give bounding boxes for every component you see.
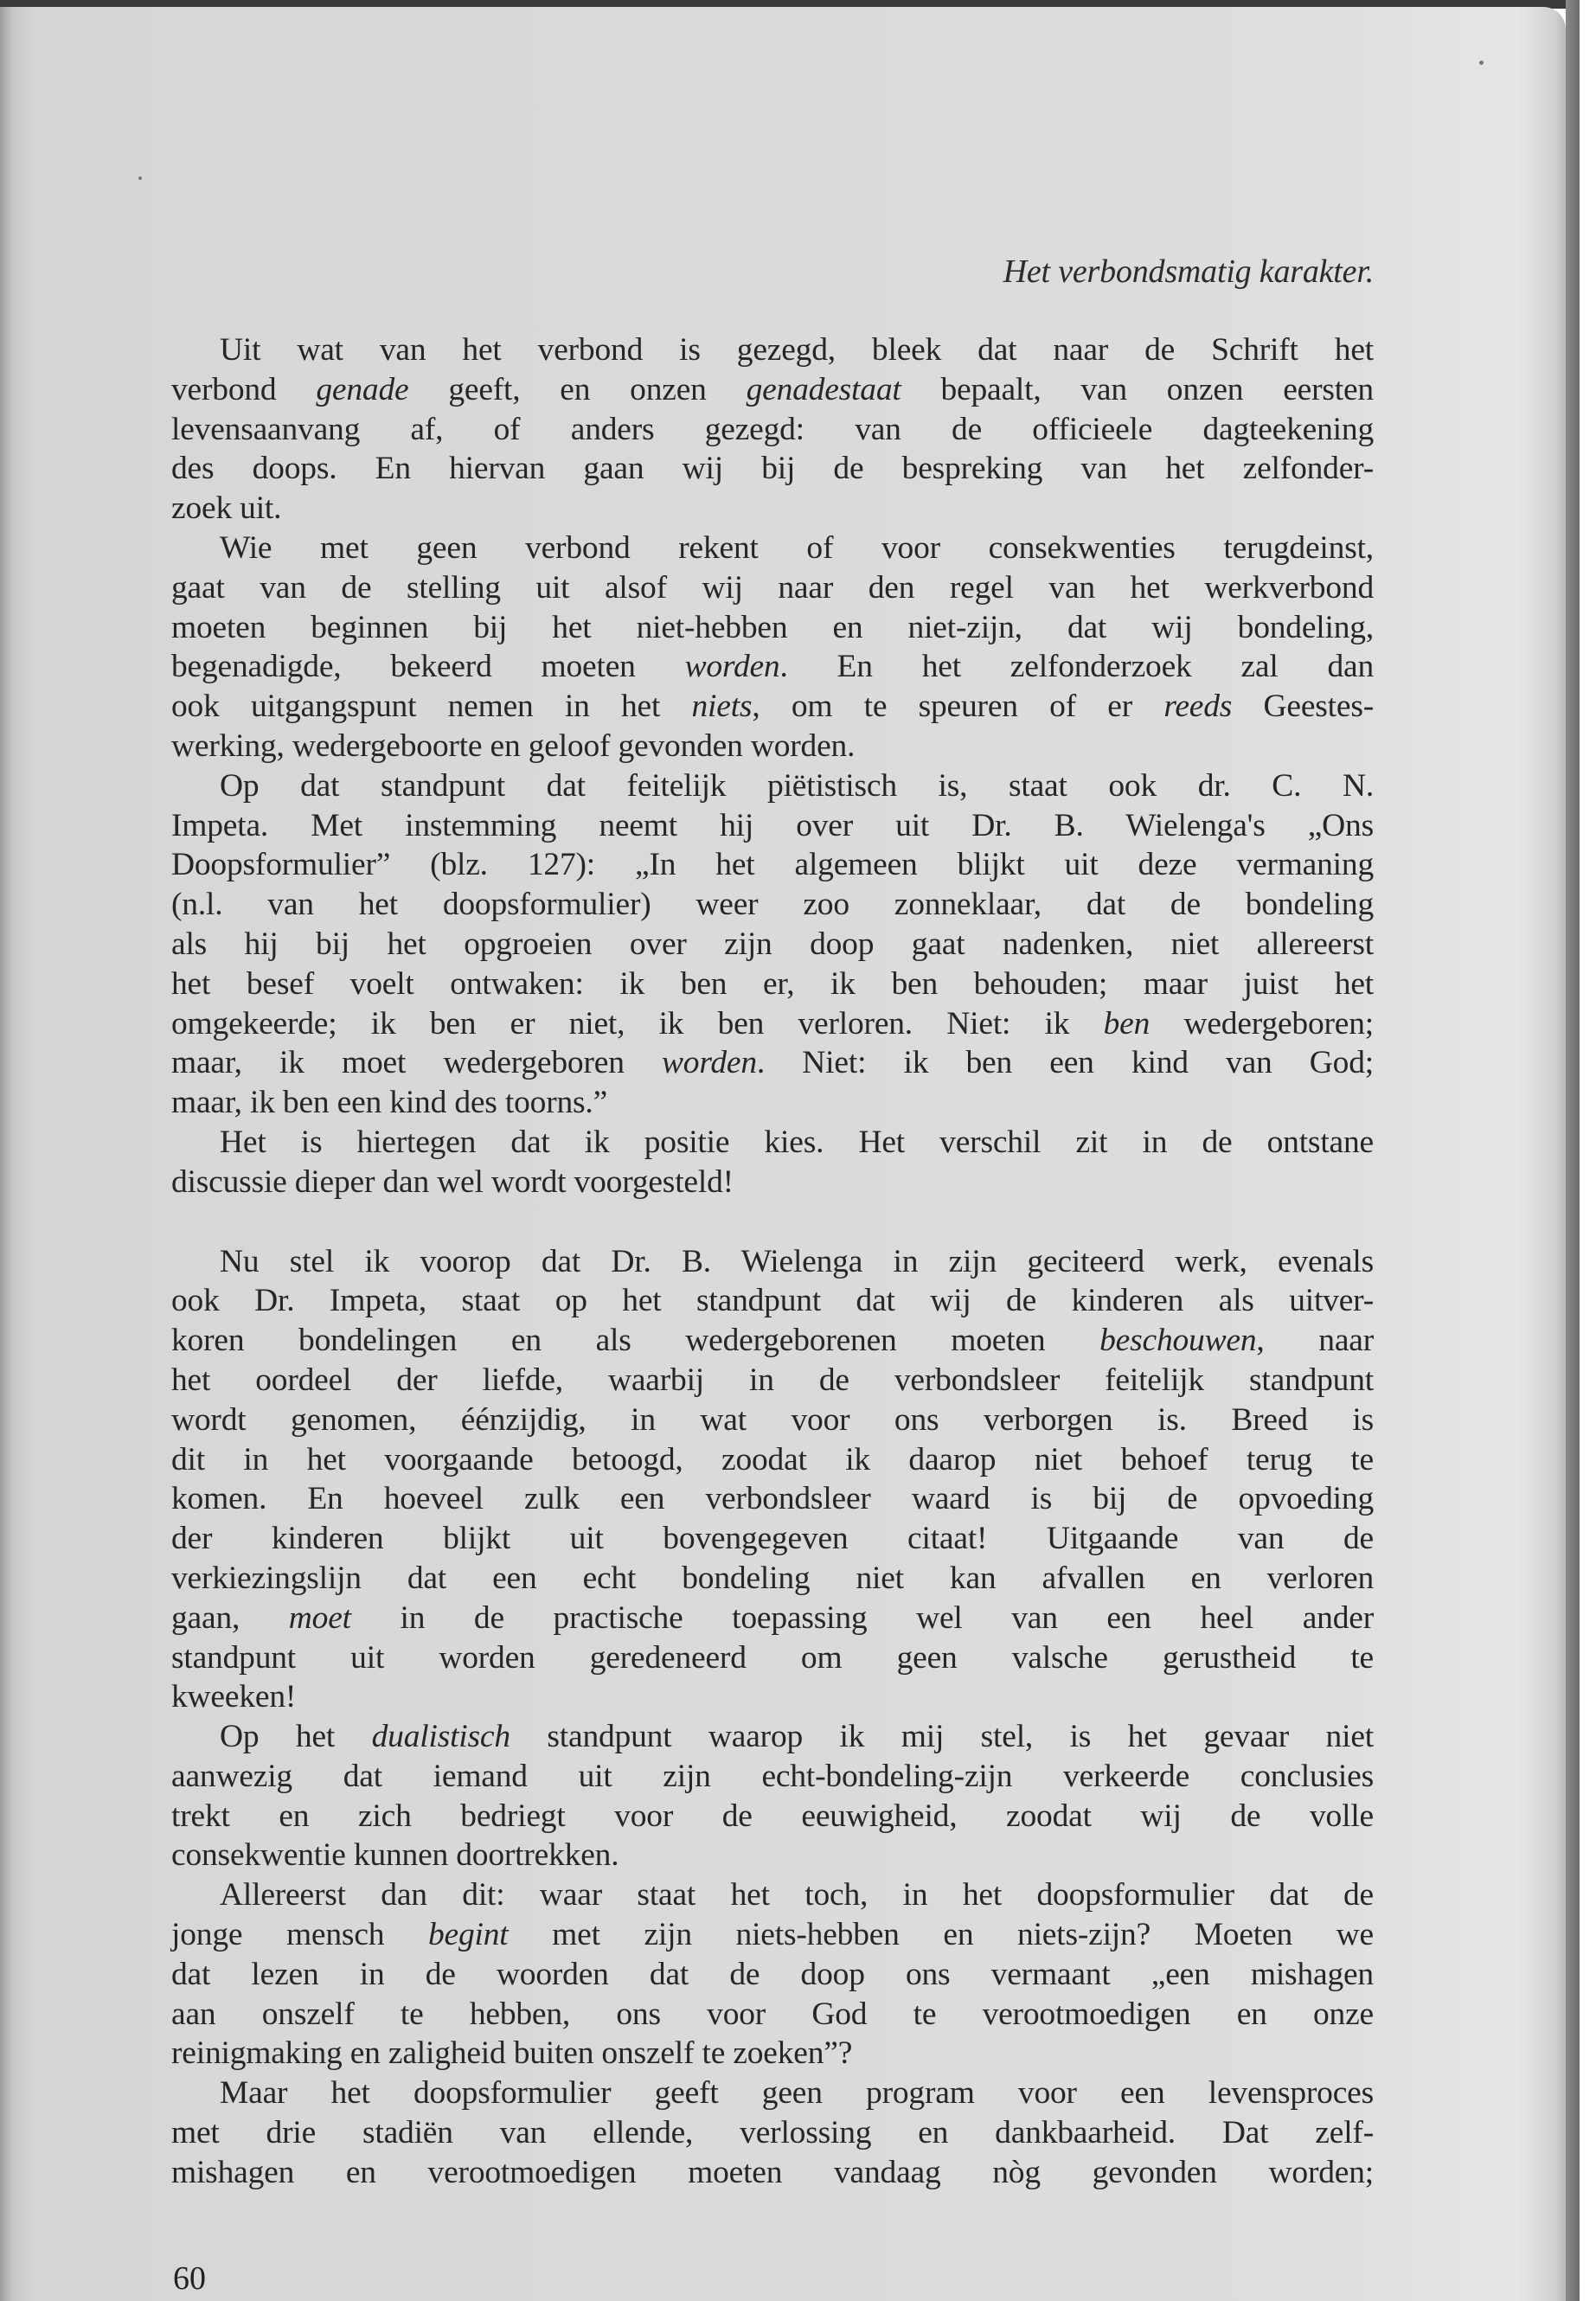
text-line <box>171 1361 1374 1400</box>
text-line <box>171 1875 1374 1915</box>
text-segment: Wie met geen verbond rekent of voor consekwenties terugdeinst, <box>220 529 1374 566</box>
book-spine-edge <box>1566 0 1580 2301</box>
text-segment: Maar het doopsformulier geeft geen program voor een levensproces <box>220 2075 1374 2112</box>
text-segment: aan onszelf te hebben, ons voor God te verootmoedigen en onze <box>171 1996 1374 2032</box>
text-line <box>171 766 1374 806</box>
italic-text: ben <box>1103 1005 1151 1042</box>
text-segment: , om te speuren of er <box>752 689 1164 725</box>
text-line <box>171 529 1374 568</box>
text-line <box>171 727 1374 766</box>
dust-speck <box>1479 61 1484 65</box>
page-number: 60 <box>173 2260 206 2297</box>
text-segment: maar, ik ben een kind des toorns.” <box>171 1085 608 1121</box>
text-line <box>171 1797 1374 1836</box>
text-line <box>171 1519 1374 1559</box>
italic-text: worden <box>684 649 780 685</box>
text-line <box>171 1717 1374 1757</box>
text-segment: Op dat standpunt dat feitelijk piëtistisch is, staat ook dr. C. N. <box>220 767 1374 804</box>
text-line <box>171 1599 1374 1638</box>
text-line <box>171 1163 1374 1202</box>
text-line <box>171 1638 1374 1678</box>
text-segment: Nu stel ik voorop dat Dr. B. Wielenga in zijn geciteerd werk, evenals <box>220 1243 1374 1279</box>
text-line <box>171 2073 1374 2113</box>
text-segment: in de practische toepassing wel van een heel ander <box>350 1599 1375 1636</box>
text-line <box>171 806 1374 846</box>
text-line <box>171 2153 1374 2193</box>
italic-text: genade <box>316 371 409 407</box>
text-segment: Op het <box>220 1719 372 1755</box>
text-segment: verkiezingslijn dat een echt bondeling niet kan afvallen en verloren <box>171 1560 1374 1596</box>
text-line <box>171 1400 1374 1440</box>
italic-text: beschouwen <box>1099 1323 1257 1359</box>
text-segment: werking, wedergeboorte en geloof gevonden worden. <box>171 727 856 764</box>
text-line <box>171 885 1374 925</box>
text-line <box>171 1757 1374 1797</box>
text-segment: verbond <box>171 371 317 407</box>
text-segment: Het is hiertegen dat ik positie kies. Het verschil zit in de ontstane <box>220 1124 1374 1160</box>
text-segment: met zijn niets-hebben en niets-zijn? Moeten we <box>508 1917 1374 1953</box>
text-segment: gaan, <box>171 1599 289 1636</box>
text-segment: dit in het voorgaande betoogd, zoodat ik daarop niet behoef terug te <box>171 1441 1374 1477</box>
italic-text: genadestaat <box>746 371 901 407</box>
text-segment: Allereerst dan dit: waar staat het toch, in het doopsformulier dat de <box>220 1877 1374 1913</box>
text-line <box>171 1083 1374 1123</box>
text-line <box>171 1440 1374 1480</box>
text-line <box>171 489 1374 529</box>
text-segment: ook uitgangspunt nemen in het <box>171 689 692 725</box>
paragraph <box>171 529 1374 766</box>
text-line <box>171 1677 1374 1717</box>
text-line <box>171 965 1374 1004</box>
text-segment: kweeken! <box>171 1679 297 1715</box>
text-line <box>171 647 1374 687</box>
text-segment: dat lezen in de woorden dat de doop ons vermaant „een mishagen <box>171 1956 1374 1992</box>
running-head: Het verbondsmatig karakter. <box>1003 253 1374 290</box>
text-segment: (n.l. van het doopsformulier) weer zoo zonneklaar, dat de bondeling <box>171 887 1374 923</box>
paragraph <box>171 1123 1374 1202</box>
text-line <box>171 687 1374 727</box>
text-line <box>171 2113 1374 2153</box>
italic-text: begint <box>427 1917 509 1953</box>
paragraph <box>171 1717 1374 1875</box>
text-segment: omgekeerde; ik ben er niet, ik ben verloren. Niet: ik <box>171 1005 1104 1042</box>
paragraph <box>171 1242 1374 1718</box>
text-segment: discussie dieper dan wel wordt voorgesteld! <box>171 1163 734 1200</box>
text-segment: bepaalt, van onzen eersten <box>901 371 1374 407</box>
text-segment: trekt en zich bedriegt voor de eeuwigheid, zoodat wij de volle <box>171 1798 1374 1834</box>
text-segment: jonge mensch <box>171 1917 428 1953</box>
text-line <box>171 1836 1374 1875</box>
text-segment: met drie stadiën van ellende, verlossing en dankbaarheid. Dat zelf- <box>171 2115 1374 2151</box>
text-line <box>171 330 1374 370</box>
italic-text: dualistisch <box>371 1719 510 1755</box>
text-line <box>171 2034 1374 2073</box>
text-line <box>171 449 1374 489</box>
text-line <box>171 1321 1374 1361</box>
text-segment: ook Dr. Impeta, staat op het standpunt dat wij de kinderen als uitver- <box>171 1283 1374 1319</box>
text-segment: als hij bij het opgroeien over zijn doop gaat nadenken, niet allereerst <box>171 926 1374 962</box>
text-line <box>171 1281 1374 1321</box>
text-segment: consekwentie kunnen doortrekken. <box>171 1837 619 1874</box>
text-segment: aanwezig dat iemand uit zijn echt-bondeling-zijn verkeerde conclusies <box>171 1758 1374 1794</box>
text-line <box>171 1479 1374 1519</box>
text-segment: het besef voelt ontwaken: ik ben er, ik ben behouden; maar juist het <box>171 965 1374 1002</box>
paragraph <box>171 1875 1374 2073</box>
text-line <box>171 1915 1374 1955</box>
italic-text: niets <box>691 689 753 725</box>
body-text <box>171 330 1374 2193</box>
dust-speck <box>138 176 142 180</box>
text-line <box>171 1004 1374 1044</box>
text-line <box>171 1123 1374 1163</box>
text-line <box>171 568 1374 608</box>
text-segment: gaat van de stelling uit alsof wij naar den regel van het werkverbond <box>171 569 1374 606</box>
text-segment: geeft, en onzen <box>408 371 747 407</box>
italic-text: worden <box>661 1045 757 1081</box>
text-segment: wedergeboren; <box>1150 1005 1374 1042</box>
text-segment: komen. En hoeveel zulk een verbondsleer waard is bij de opvoeding <box>171 1481 1374 1517</box>
text-segment: wordt genomen, éénzijdig, in wat voor ons verborgen is. Breed is <box>171 1401 1374 1438</box>
text-segment: levensaanvang af, of anders gezegd: van de officieele dagteekening <box>171 411 1374 447</box>
paragraph <box>171 330 1374 529</box>
text-segment: . En het zelfonderzoek zal dan <box>779 649 1374 685</box>
text-segment: der kinderen blijkt uit bovengegeven citaat! Uitgaande van de <box>171 1521 1374 1557</box>
text-segment: koren bondelingen en als wedergeborenen moeten <box>171 1323 1100 1359</box>
italic-text: moet <box>288 1599 351 1636</box>
text-line <box>171 608 1374 648</box>
text-line <box>171 1242 1374 1282</box>
text-segment: moeten beginnen bij het niet-hebben en niet-zijn, dat wij bondeling, <box>171 609 1374 645</box>
text-segment: mishagen en verootmoedigen moeten vandaag nòg gevonden worden; <box>171 2154 1374 2190</box>
text-segment: het oordeel der liefde, waarbij in de verbondsleer feitelijk standpunt <box>171 1362 1374 1398</box>
text-segment: reinigmaking en zaligheid buiten onszelf te zoeken”? <box>171 2035 853 2072</box>
text-line <box>171 925 1374 965</box>
text-segment: , naar <box>1256 1323 1374 1359</box>
text-segment: Uit wat van het verbond is gezegd, bleek dat naar de Schrift het <box>220 332 1374 368</box>
text-segment: begenadigde, bekeerd moeten <box>171 649 685 685</box>
paragraph <box>171 2073 1374 2192</box>
text-line <box>171 1043 1374 1083</box>
text-line <box>171 410 1374 450</box>
text-segment: standpunt uit worden geredeneerd om geen valsche gerustheid te <box>171 1639 1374 1676</box>
text-line <box>171 1955 1374 1995</box>
paragraph <box>171 766 1374 1123</box>
text-segment: Impeta. Met instemming neemt hij over uit Dr. B. Wielenga's „Ons <box>171 807 1374 843</box>
text-segment: maar, ik moet wedergeboren <box>171 1045 662 1081</box>
text-segment: des doops. En hiervan gaan wij bij de bespreking van het zelfonder- <box>171 451 1374 487</box>
text-line <box>171 1995 1374 2035</box>
text-segment: . Niet: ik ben een kind van God; <box>756 1045 1375 1081</box>
text-segment: Geestes- <box>1232 689 1375 725</box>
text-segment: standpunt waarop ik mij stel, is het gevaar niet <box>510 1719 1374 1755</box>
text-line <box>171 1559 1374 1599</box>
text-line <box>171 845 1374 885</box>
italic-text: reeds <box>1163 689 1233 725</box>
text-segment: zoek uit. <box>171 490 282 527</box>
text-segment: Doopsformulier” (blz. 127): „In het algemeen blijkt uit deze vermaning <box>171 847 1374 883</box>
text-line <box>171 370 1374 410</box>
